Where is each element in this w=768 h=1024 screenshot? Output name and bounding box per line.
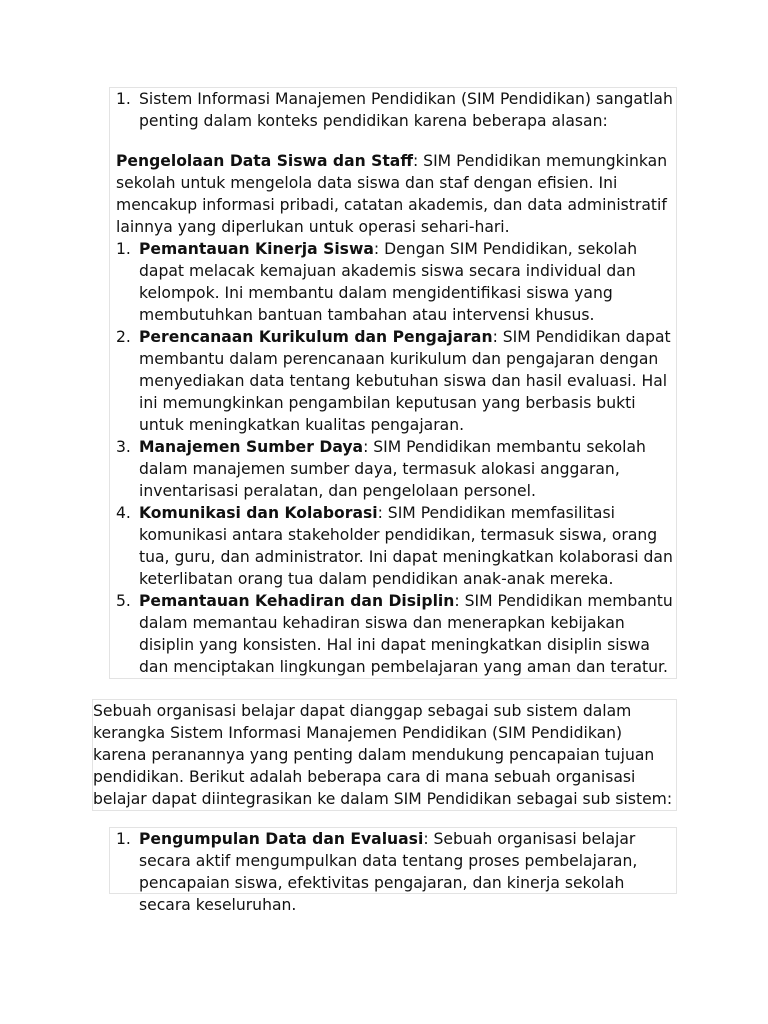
- item-text: : SIM Pendidikan memfasilitasi komunikasi antara stakeholder pendidikan, termasuk siswa, orang tua, guru, dan administrator. Ini dapat meningkatkan kolaborasi dan keterlibatan orang tua dalam pendidikan anak-anak mereka.: [139, 504, 673, 588]
- intro-list: [116, 88, 674, 132]
- item-text: : SIM Pendidikan membantu dalam memantau kehadiran siswa dan menerapkan kebijakan disiplin yang konsisten. Hal ini dapat meningkatkan disiplin siswa dan menciptakan lingkungan pembelajaran yang aman dan teratur.: [139, 592, 673, 676]
- item-title: Manajemen Sumber Daya: [139, 438, 364, 456]
- list-item: [116, 502, 674, 590]
- paragraph-text: Sebuah organisasi belajar dapat dianggap sebagai sub sistem dalam kerangka Sistem Informasi Manajemen Pendidikan (SIM Pendidikan) karena peranannya yang penting dalam mendukung pencapaian tujuan pendidikan. Berikut adalah beberapa cara di mana sebuah organisasi belajar dapat diintegrasikan ke dalam SIM Pendidikan sebagai sub sistem:: [93, 702, 673, 808]
- lead-title: Pengelolaan Data Siswa dan Staff: [116, 152, 413, 170]
- item-title: Pemantauan Kinerja Siswa: [139, 240, 374, 258]
- item-title: Komunikasi dan Kolaborasi: [139, 504, 378, 522]
- reasons-list: [116, 238, 674, 678]
- list-number: 3.: [116, 438, 131, 456]
- item-title: Perencanaan Kurikulum dan Pengajaran: [139, 328, 493, 346]
- organization-paragraph: [93, 700, 675, 810]
- item-title: Pemantauan Kehadiran dan Disiplin: [139, 592, 455, 610]
- integration-list: [116, 828, 674, 916]
- list-item: [116, 326, 674, 436]
- lead-paragraph: [116, 150, 674, 238]
- list-item: [116, 238, 674, 326]
- list-number: 2.: [116, 328, 131, 346]
- item-text: : Sebuah organisasi belajar secara aktif mengumpulkan data tentang proses pembelajaran, pencapaian siswa, efektivitas pengajaran, dan kinerja sekolah secara keseluruhan.: [139, 830, 638, 914]
- list-number: 4.: [116, 504, 131, 522]
- list-number: 1.: [116, 90, 131, 108]
- list-item: [116, 590, 674, 678]
- item-text: : SIM Pendidikan dapat membantu dalam perencanaan kurikulum dan pengajaran dengan menyediakan data tentang kebutuhan siswa dan hasil evaluasi. Hal ini memungkinkan pengambilan keputusan yang berbasis bukti untuk meningkatkan kualitas pengajaran.: [139, 328, 671, 434]
- list-item: [116, 436, 674, 502]
- item-text: : Dengan SIM Pendidikan, sekolah dapat melacak kemajuan akademis siswa secara individual dan kelompok. Ini membantu dalam mengidentifikasi siswa yang membutuhkan bantuan tambahan atau intervensi khusus.: [139, 240, 638, 324]
- list-item: [116, 88, 674, 132]
- item-text: : SIM Pendidikan membantu sekolah dalam manajemen sumber daya, termasuk alokasi anggaran, inventarisasi peralatan, dan pengelolaan personel.: [139, 438, 646, 500]
- item-title: Pengumpulan Data dan Evaluasi: [139, 830, 424, 848]
- list-item: [116, 828, 674, 916]
- list-number: 5.: [116, 592, 131, 610]
- intro-text: Sistem Informasi Manajemen Pendidikan (SIM Pendidikan) sangatlah penting dalam konteks pendidikan karena beberapa alasan:: [139, 90, 673, 130]
- lead-text: : SIM Pendidikan memungkinkan sekolah untuk mengelola data siswa dan staf dengan efisien. Ini mencakup informasi pribadi, catatan akademis, dan data administratif lainnya yang diperlukan untuk operasi sehari-hari.: [116, 152, 668, 236]
- list-number: 1.: [116, 830, 131, 848]
- list-number: 1.: [116, 240, 131, 258]
